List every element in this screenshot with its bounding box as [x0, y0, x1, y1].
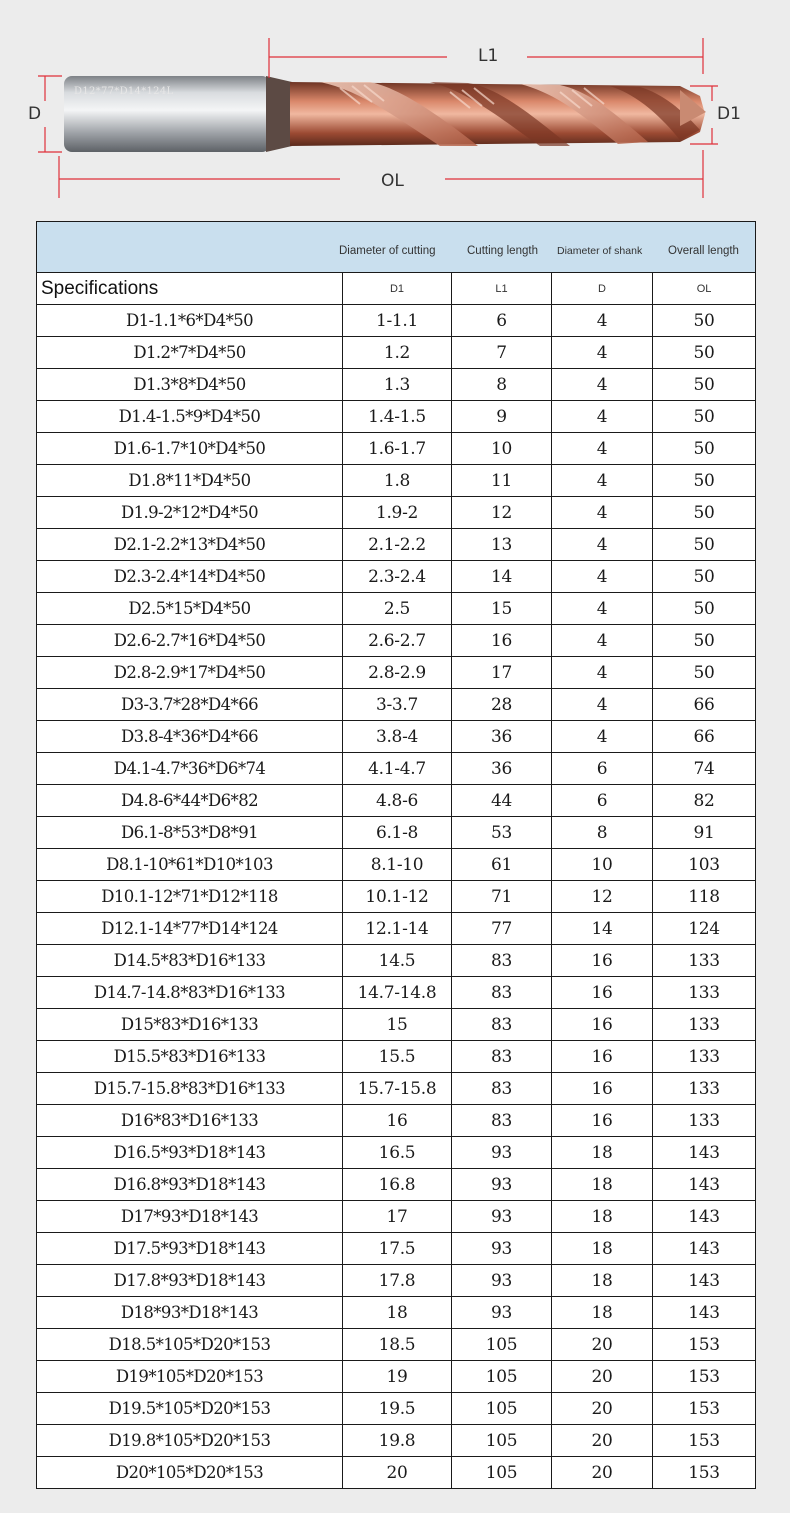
cell-d: 8: [552, 817, 653, 849]
cell-l1: 16: [452, 625, 552, 657]
cell-ol: 50: [653, 561, 756, 593]
cell-specification: D19.5*105*D20*153: [37, 1393, 343, 1425]
cell-l1: 105: [452, 1393, 552, 1425]
cell-specification: D17*93*D18*143: [37, 1201, 343, 1233]
cell-d1: 15.7-15.8: [343, 1073, 452, 1105]
table-row: [37, 1393, 756, 1425]
cell-specification: D16.8*93*D18*143: [37, 1169, 343, 1201]
cell-d: 4: [552, 721, 653, 753]
cell-l1: 83: [452, 945, 552, 977]
table-row: [37, 849, 756, 881]
cell-l1: 105: [452, 1425, 552, 1457]
cell-ol: 66: [653, 689, 756, 721]
table-row: [37, 689, 756, 721]
cell-d: 4: [552, 465, 653, 497]
cell-ol: 50: [653, 657, 756, 689]
cell-specification: D3-3.7*28*D4*66: [37, 689, 343, 721]
cell-d1: 14.7-14.8: [343, 977, 452, 1009]
cell-d: 10: [552, 849, 653, 881]
table-row: [37, 1233, 756, 1265]
table-row: [37, 913, 756, 945]
header-d: D: [552, 273, 653, 305]
cell-ol: 153: [653, 1393, 756, 1425]
table-row: [37, 1169, 756, 1201]
cell-ol: 50: [653, 337, 756, 369]
cell-ol: 50: [653, 369, 756, 401]
cell-specification: D12.1-14*77*D14*124: [37, 913, 343, 945]
table-row: [37, 1425, 756, 1457]
drill-marking: D12*77*D14*124L: [74, 86, 174, 97]
cell-ol: 118: [653, 881, 756, 913]
cell-ol: 50: [653, 433, 756, 465]
header-l1: L1: [452, 273, 552, 305]
cell-specification: D18*93*D18*143: [37, 1297, 343, 1329]
table-row: [37, 561, 756, 593]
cell-specification: D19.8*105*D20*153: [37, 1425, 343, 1457]
cell-d: 12: [552, 881, 653, 913]
cell-ol: 50: [653, 593, 756, 625]
cell-d: 18: [552, 1169, 653, 1201]
spec-table: [36, 221, 756, 1489]
cell-l1: 8: [452, 369, 552, 401]
cell-d1: 18.5: [343, 1329, 452, 1361]
cell-d1: 3-3.7: [343, 689, 452, 721]
header-ol: OL: [653, 273, 756, 305]
table-row: [37, 401, 756, 433]
cell-d: 18: [552, 1297, 653, 1329]
cell-ol: 143: [653, 1297, 756, 1329]
cell-specification: D16*83*D16*133: [37, 1105, 343, 1137]
cell-d: 6: [552, 785, 653, 817]
cell-specification: D15.5*83*D16*133: [37, 1041, 343, 1073]
table-row: [37, 1457, 756, 1489]
cell-specification: D16.5*93*D18*143: [37, 1137, 343, 1169]
cell-specification: D8.1-10*61*D10*103: [37, 849, 343, 881]
cell-l1: 83: [452, 1041, 552, 1073]
cell-d1: 16.8: [343, 1169, 452, 1201]
cell-ol: 66: [653, 721, 756, 753]
table-row: [37, 945, 756, 977]
cell-d1: 8.1-10: [343, 849, 452, 881]
cell-specification: D4.1-4.7*36*D6*74: [37, 753, 343, 785]
cell-d1: 20: [343, 1457, 452, 1489]
cell-l1: 61: [452, 849, 552, 881]
cell-d1: 2.5: [343, 593, 452, 625]
cell-l1: 83: [452, 1105, 552, 1137]
cell-specification: D3.8-4*36*D4*66: [37, 721, 343, 753]
cell-specification: D20*105*D20*153: [37, 1457, 343, 1489]
cell-l1: 36: [452, 753, 552, 785]
label-d: D: [28, 104, 42, 124]
cell-specification: D15.7-15.8*83*D16*133: [37, 1073, 343, 1105]
table-row: [37, 433, 756, 465]
cell-ol: 133: [653, 977, 756, 1009]
table-row: [37, 625, 756, 657]
cell-d: 6: [552, 753, 653, 785]
table-row: [37, 1137, 756, 1169]
cell-l1: 93: [452, 1265, 552, 1297]
label-d1: D1: [717, 104, 741, 124]
cell-d1: 16.5: [343, 1137, 452, 1169]
table-row: [37, 1009, 756, 1041]
cell-d1: 1.3: [343, 369, 452, 401]
cell-l1: 36: [452, 721, 552, 753]
cell-ol: 133: [653, 1009, 756, 1041]
cell-d1: 3.8-4: [343, 721, 452, 753]
cell-l1: 14: [452, 561, 552, 593]
cell-ol: 133: [653, 1041, 756, 1073]
cell-specification: D17.5*93*D18*143: [37, 1233, 343, 1265]
label-l1: L1: [478, 46, 499, 66]
cell-l1: 10: [452, 433, 552, 465]
cell-ol: 124: [653, 913, 756, 945]
cell-ol: 143: [653, 1137, 756, 1169]
table-row: [37, 785, 756, 817]
cell-d: 16: [552, 1073, 653, 1105]
cell-l1: 11: [452, 465, 552, 497]
label-ol: OL: [381, 171, 404, 191]
cell-d1: 2.1-2.2: [343, 529, 452, 561]
cell-d: 18: [552, 1233, 653, 1265]
cell-l1: 13: [452, 529, 552, 561]
cell-ol: 103: [653, 849, 756, 881]
cell-l1: 7: [452, 337, 552, 369]
cell-l1: 105: [452, 1361, 552, 1393]
cell-d: 4: [552, 561, 653, 593]
cell-d1: 12.1-14: [343, 913, 452, 945]
cell-d: 4: [552, 433, 653, 465]
cell-d: 20: [552, 1329, 653, 1361]
cell-specification: D1-1.1*6*D4*50: [37, 305, 343, 337]
cell-d: 18: [552, 1137, 653, 1169]
cell-d: 4: [552, 689, 653, 721]
cell-specification: D4.8-6*44*D6*82: [37, 785, 343, 817]
cell-ol: 82: [653, 785, 756, 817]
cell-specification: D2.3-2.4*14*D4*50: [37, 561, 343, 593]
table-row: [37, 465, 756, 497]
cell-d1: 1.8: [343, 465, 452, 497]
cell-specification: D18.5*105*D20*153: [37, 1329, 343, 1361]
cell-d: 4: [552, 337, 653, 369]
cell-d1: 14.5: [343, 945, 452, 977]
cell-ol: 91: [653, 817, 756, 849]
cell-l1: 9: [452, 401, 552, 433]
cell-ol: 153: [653, 1457, 756, 1489]
cell-ol: 143: [653, 1233, 756, 1265]
cell-l1: 93: [452, 1201, 552, 1233]
cell-d: 4: [552, 497, 653, 529]
cell-d: 4: [552, 401, 653, 433]
cell-d: 4: [552, 529, 653, 561]
cell-l1: 12: [452, 497, 552, 529]
table-row: [37, 1105, 756, 1137]
cell-l1: 83: [452, 977, 552, 1009]
table-row: [37, 1041, 756, 1073]
cell-d1: 17.8: [343, 1265, 452, 1297]
cell-d1: 19: [343, 1361, 452, 1393]
cell-specification: D1.6-1.7*10*D4*50: [37, 433, 343, 465]
cell-specification: D1.2*7*D4*50: [37, 337, 343, 369]
cell-ol: 50: [653, 401, 756, 433]
table-row: [37, 593, 756, 625]
cell-d: 4: [552, 657, 653, 689]
cell-d: 16: [552, 945, 653, 977]
header-d1: D1: [343, 273, 452, 305]
cell-d1: 15.5: [343, 1041, 452, 1073]
cell-d: 20: [552, 1457, 653, 1489]
cell-specification: D1.3*8*D4*50: [37, 369, 343, 401]
cell-ol: 153: [653, 1425, 756, 1457]
cell-d1: 6.1-8: [343, 817, 452, 849]
desc-diameter-cutting: Diameter of cutting: [339, 245, 436, 257]
description-row: [37, 222, 756, 273]
cell-d1: 1.6-1.7: [343, 433, 452, 465]
table-row: [37, 817, 756, 849]
table-row: [37, 497, 756, 529]
cell-ol: 143: [653, 1201, 756, 1233]
table-row: [37, 529, 756, 561]
cell-specification: D1.9-2*12*D4*50: [37, 497, 343, 529]
cell-ol: 133: [653, 945, 756, 977]
cell-d: 14: [552, 913, 653, 945]
cell-l1: 44: [452, 785, 552, 817]
cell-specification: D14.5*83*D16*133: [37, 945, 343, 977]
cell-d1: 15: [343, 1009, 452, 1041]
cell-d: 16: [552, 1041, 653, 1073]
table-row: [37, 977, 756, 1009]
cell-l1: 93: [452, 1233, 552, 1265]
cell-d1: 1-1.1: [343, 305, 452, 337]
cell-ol: 143: [653, 1169, 756, 1201]
drill-diagram: [0, 0, 790, 215]
table-row: [37, 369, 756, 401]
desc-diameter-shank: Diameter of shank: [557, 245, 643, 257]
cell-l1: 6: [452, 305, 552, 337]
cell-l1: 17: [452, 657, 552, 689]
cell-d: 16: [552, 1009, 653, 1041]
cell-l1: 105: [452, 1329, 552, 1361]
cell-l1: 53: [452, 817, 552, 849]
cell-specification: D19*105*D20*153: [37, 1361, 343, 1393]
cell-specification: D2.8-2.9*17*D4*50: [37, 657, 343, 689]
cell-d: 18: [552, 1201, 653, 1233]
desc-cutting-length: Cutting length: [467, 245, 538, 257]
cell-d1: 19.5: [343, 1393, 452, 1425]
cell-l1: 77: [452, 913, 552, 945]
cell-ol: 133: [653, 1105, 756, 1137]
cell-d1: 1.4-1.5: [343, 401, 452, 433]
table-row: [37, 1297, 756, 1329]
table-row: [37, 1265, 756, 1297]
cell-ol: 50: [653, 497, 756, 529]
table-row: [37, 305, 756, 337]
header-specifications: Specifications: [37, 273, 343, 305]
cell-ol: 143: [653, 1265, 756, 1297]
cell-specification: D2.6-2.7*16*D4*50: [37, 625, 343, 657]
cell-d: 20: [552, 1393, 653, 1425]
table-row: [37, 1201, 756, 1233]
cell-d: 18: [552, 1265, 653, 1297]
cell-ol: 50: [653, 305, 756, 337]
cell-ol: 74: [653, 753, 756, 785]
cell-d1: 2.6-2.7: [343, 625, 452, 657]
table-row: [37, 881, 756, 913]
table-row: [37, 337, 756, 369]
cell-specification: D1.8*11*D4*50: [37, 465, 343, 497]
cell-d: 4: [552, 593, 653, 625]
cell-specification: D10.1-12*71*D12*118: [37, 881, 343, 913]
table-row: [37, 753, 756, 785]
cell-specification: D15*83*D16*133: [37, 1009, 343, 1041]
table-row: [37, 1073, 756, 1105]
cell-d: 4: [552, 369, 653, 401]
cell-ol: 133: [653, 1073, 756, 1105]
cell-specification: D2.1-2.2*13*D4*50: [37, 529, 343, 561]
cell-ol: 50: [653, 529, 756, 561]
cell-d1: 10.1-12: [343, 881, 452, 913]
cell-specification: D6.1-8*53*D8*91: [37, 817, 343, 849]
cell-d1: 2.8-2.9: [343, 657, 452, 689]
header-row: [37, 273, 756, 305]
cell-d1: 17: [343, 1201, 452, 1233]
cell-d: 20: [552, 1425, 653, 1457]
cell-d1: 1.9-2: [343, 497, 452, 529]
cell-d1: 4.1-4.7: [343, 753, 452, 785]
cell-d1: 17.5: [343, 1233, 452, 1265]
cell-d1: 16: [343, 1105, 452, 1137]
cell-specification: D2.5*15*D4*50: [37, 593, 343, 625]
spec-table-container: [36, 221, 755, 1489]
cell-ol: 50: [653, 465, 756, 497]
cell-d: 4: [552, 305, 653, 337]
cell-l1: 105: [452, 1457, 552, 1489]
cell-d: 16: [552, 1105, 653, 1137]
cell-l1: 83: [452, 1073, 552, 1105]
desc-overall-length: Overall length: [668, 245, 739, 257]
cell-d1: 18: [343, 1297, 452, 1329]
cell-d1: 4.8-6: [343, 785, 452, 817]
cell-specification: D14.7-14.8*83*D16*133: [37, 977, 343, 1009]
cell-ol: 50: [653, 625, 756, 657]
cell-ol: 153: [653, 1329, 756, 1361]
cell-ol: 153: [653, 1361, 756, 1393]
table-row: [37, 721, 756, 753]
cell-l1: 28: [452, 689, 552, 721]
cell-l1: 93: [452, 1169, 552, 1201]
cell-specification: D17.8*93*D18*143: [37, 1265, 343, 1297]
cell-d: 4: [552, 625, 653, 657]
cell-d1: 19.8: [343, 1425, 452, 1457]
cell-d: 16: [552, 977, 653, 1009]
cell-l1: 93: [452, 1137, 552, 1169]
cell-l1: 15: [452, 593, 552, 625]
cell-d1: 2.3-2.4: [343, 561, 452, 593]
cell-l1: 93: [452, 1297, 552, 1329]
cell-l1: 71: [452, 881, 552, 913]
table-row: [37, 657, 756, 689]
cell-l1: 83: [452, 1009, 552, 1041]
table-row: [37, 1329, 756, 1361]
cell-d: 20: [552, 1361, 653, 1393]
cell-d1: 1.2: [343, 337, 452, 369]
cell-specification: D1.4-1.5*9*D4*50: [37, 401, 343, 433]
table-row: [37, 1361, 756, 1393]
